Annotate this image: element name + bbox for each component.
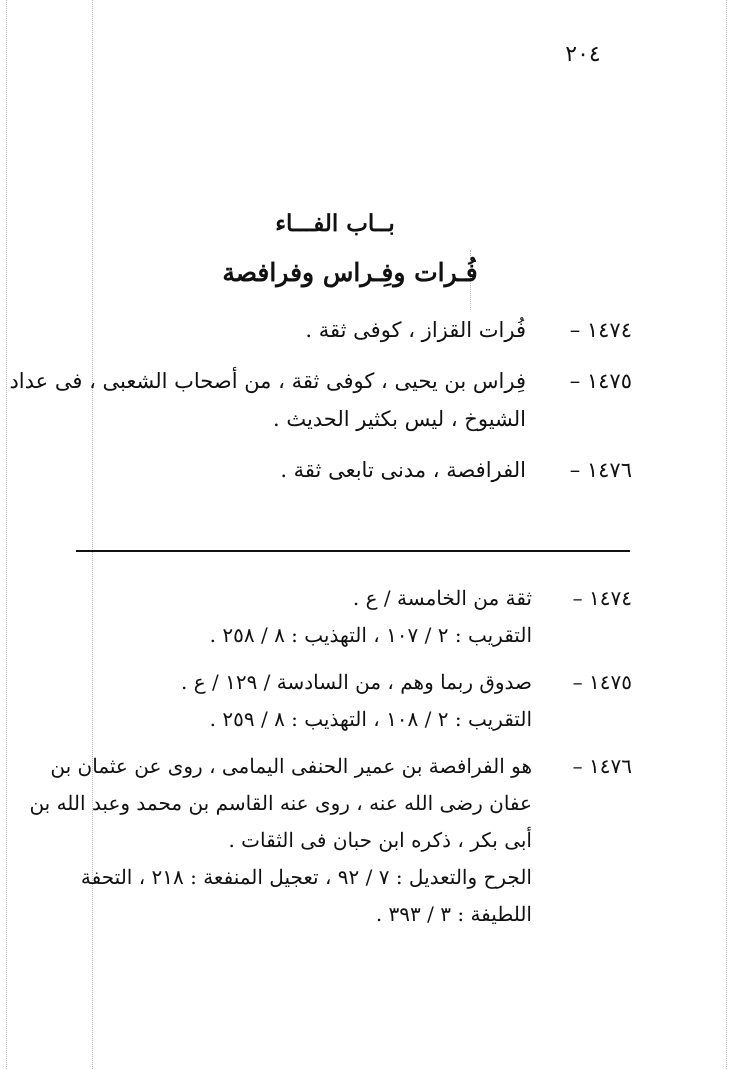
entry-1476 [72, 451, 632, 489]
footnote-1475 [72, 664, 632, 738]
footnote-1476 [29, 748, 632, 933]
footnote-text [72, 580, 532, 654]
page-number: ٢٠٤ [565, 42, 601, 67]
scan-edge-dots [726, 0, 727, 1069]
entry-line: الشيوخ ، ليس بكثير الحديث . [272, 407, 526, 431]
footnote-line: ثقة من الخامسة / ع . [352, 586, 532, 610]
entry-1474 [72, 311, 632, 349]
entry-line: فُرات القزاز ، كوفى ثقة . [305, 318, 526, 342]
footnote-line: صدوق ربما وهم ، من السادسة / ١٢٩ / ع . [180, 670, 532, 694]
footnote-separator [76, 550, 630, 552]
footnote-line: عفان رضى الله عنه ، روى عنه القاسم بن محمد وعبد الله بن [29, 791, 532, 815]
footnote-number: ١٤٧٤ – [572, 586, 632, 610]
entry-text [9, 362, 526, 438]
section-title: فُـرات وفِـراس وفرافصة [222, 258, 478, 287]
footnote-text [29, 748, 532, 933]
footnote-line: التقريب : ٢ / ١٠٨ ، التهذيب : ٨ / ٢٥٩ . [209, 707, 532, 731]
chapter-title: بــاب الفـــاء [275, 210, 395, 237]
footnote-line: اللطيفة : ٣ / ٣٩٣ . [375, 902, 532, 926]
footnote-line: التقريب : ٢ / ١٠٧ ، التهذيب : ٨ / ٢٥٨ . [209, 623, 532, 647]
footnote-line: أبى بكر ، ذكره ابن حبان فى الثقات . [228, 828, 532, 852]
footnote-1474 [72, 580, 632, 654]
entry-number: ١٤٧٥ – [569, 369, 632, 393]
footnote-line: الجرح والتعديل : ٧ / ٩٢ ، تعجيل المنفعة : ٢١٨ ، التحفة [80, 865, 532, 889]
footnote-number: ١٤٧٥ – [572, 670, 632, 694]
entry-text [72, 451, 526, 489]
footnote-number: ١٤٧٦ – [572, 754, 632, 778]
entry-number: ١٤٧٤ – [569, 318, 632, 342]
footnote-text [72, 664, 532, 738]
entry-line: فِراس بن يحيى ، كوفى ثقة ، من أصحاب الشعبى ، فى عداد [9, 369, 526, 393]
entry-text [72, 311, 526, 349]
entry-1475 [9, 362, 632, 438]
entry-line: الفرافصة ، مدنى تابعى ثقة . [280, 458, 526, 482]
entry-number: ١٤٧٦ – [569, 458, 632, 482]
footnote-line: هو الفرافصة بن عمير الحنفى اليمامى ، روى عن عثمان بن [50, 754, 532, 778]
scan-edge-dots [6, 0, 7, 1069]
